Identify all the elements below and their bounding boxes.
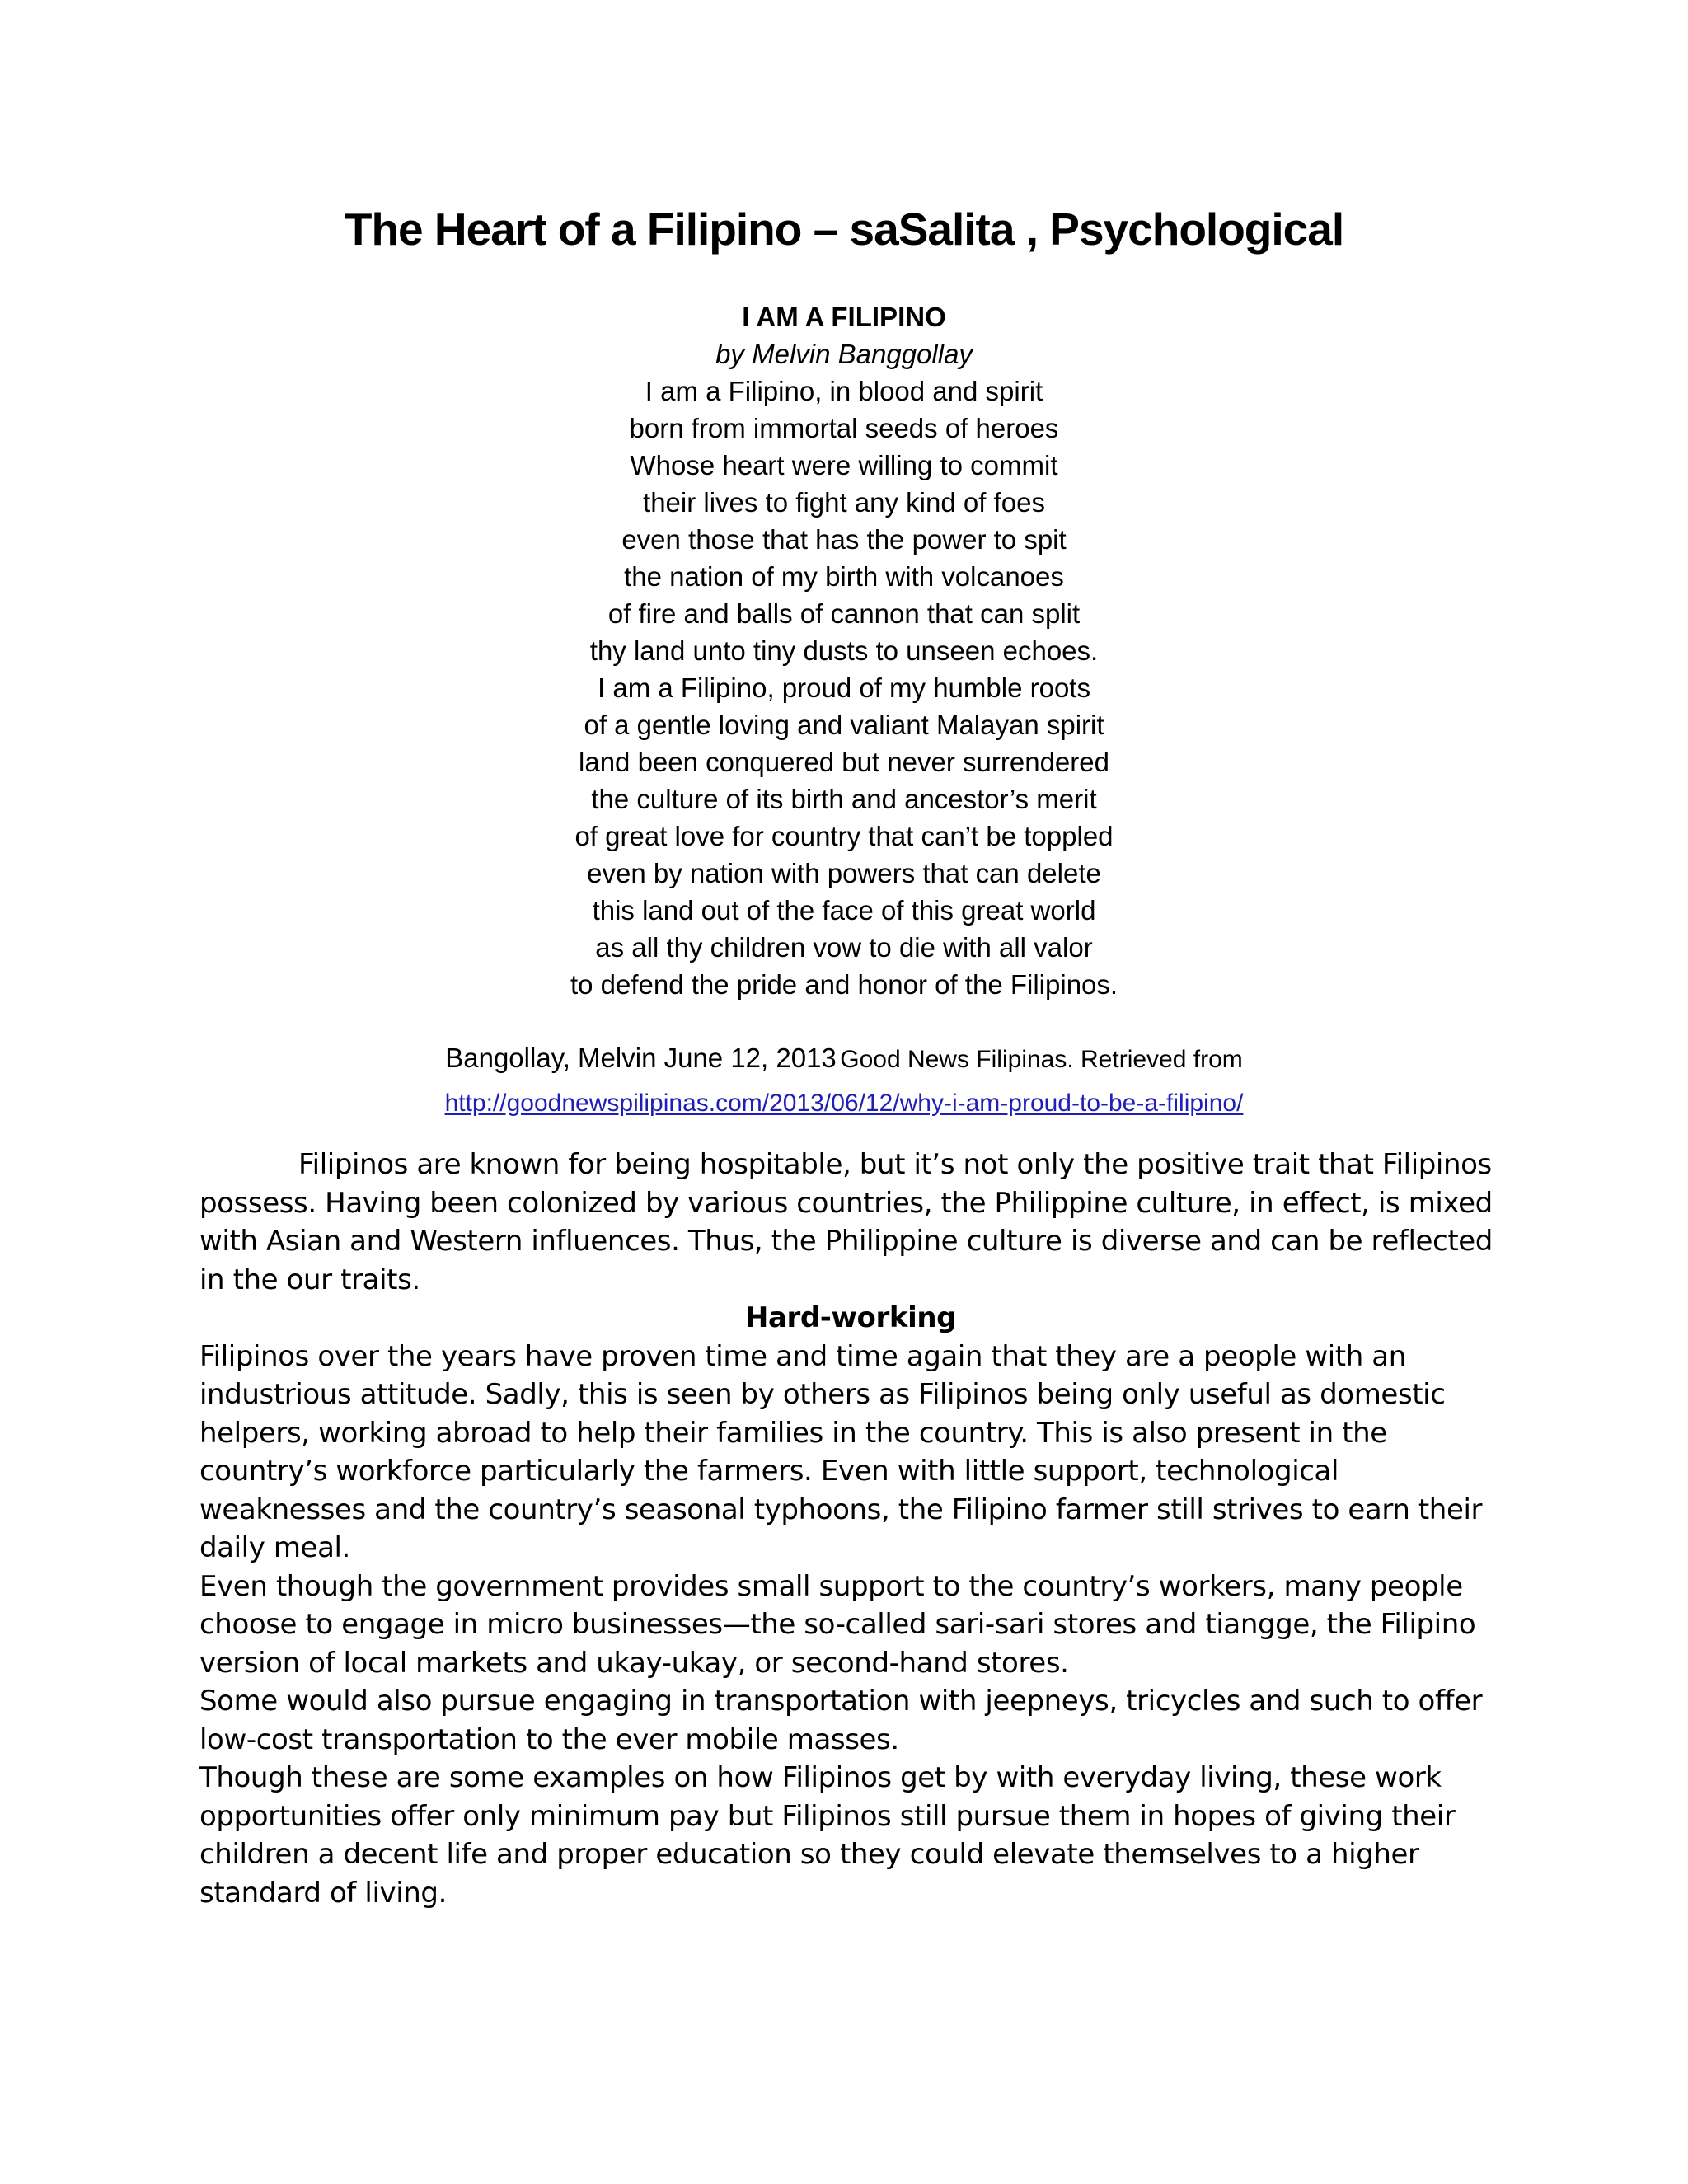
poem-title: I AM A FILIPINO <box>742 302 946 332</box>
poem-line: to defend the pride and honor of the Filipinos. <box>570 969 1118 1000</box>
body-text <box>199 1146 1502 1912</box>
poem-line: of a gentle loving and valiant Malayan spirit <box>584 710 1104 740</box>
poem-line: their lives to fight any kind of foes <box>643 487 1045 518</box>
body-paragraph: Some would also pursue engaging in transportation with jeepneys, tricycles and such to offer low-cost transportation to the ever mobile masses. <box>199 1685 1483 1756</box>
poem-line: I am a Filipino, proud of my humble roots <box>598 673 1090 703</box>
citation-author-date: Bangollay, Melvin June 12, 2013 <box>445 1043 837 1073</box>
citation <box>0 1038 1688 1123</box>
poem-line: of fire and balls of cannon that can split <box>607 598 1081 629</box>
intro-paragraph: Filipinos are known for being hospitable, but it’s not only the positive trait that Filipinos possess. Having been colonized by various countries, the Philippine culture, in effect, is mixed with Asian and Western influences. Thus, the Philippine culture is diverse and can be reflected in the our traits. <box>199 1148 1493 1296</box>
poem-author: by Melvin Banggollay <box>715 339 973 369</box>
body-paragraph: Even though the government provides small support to the country’s workers, many people choose to engage in micro businesses—the so-called sari-sari stores and tiangge, the Filipino version of local markets and ukay-ukay, or second-hand stores. <box>199 1569 1476 1680</box>
section-heading: Hard-working <box>744 1301 957 1334</box>
poem-line: even those that has the power to spit <box>621 524 1067 555</box>
poem-line: the culture of its birth and ancestor’s merit <box>591 784 1097 814</box>
citation-source: Good News Filipinas. Retrieved from <box>840 1046 1243 1073</box>
body-paragraph: Filipinos over the years have proven time and time again that they are a people with an industrious attitude. Sadly, this is seen by others as Filipinos being only useful as domestic helpers, working abroad to help their families in the country. This is also present in the country’s workforce particularly the farmers. Even with little support, technological weaknesses and the country’s seasonal typhoons, the Filipino farmer still strives to earn their daily meal. <box>199 1339 1483 1564</box>
poem-block <box>0 298 1688 1003</box>
poem-line: Whose heart were willing to commit <box>630 450 1058 480</box>
poem-line: thy land unto tiny dusts to unseen echoes. <box>589 635 1099 666</box>
poem-line: of great love for country that can’t be toppled <box>574 821 1114 851</box>
poem-line: land been conquered but never surrendered <box>579 747 1109 777</box>
poem-line: even by nation with powers that can delete <box>587 858 1101 888</box>
document-title: The Heart of a Filipino – saSalita , Psychological <box>344 204 1344 255</box>
body-paragraph: Though these are some examples on how Filipinos get by with everyday living, these work opportunities offer only minimum pay but Filipinos still pursue them in hopes of giving their children a decent life and proper education so they could elevate themselves to a higher standard of living. <box>199 1761 1456 1910</box>
poem-line: the nation of my birth with volcanoes <box>624 561 1064 592</box>
citation-text <box>0 1038 1688 1084</box>
citation-link[interactable]: http://goodnewspilipinas.com/2013/06/12/why-i-am-proud-to-be-a-filipino/ <box>444 1090 1244 1117</box>
poem-line: as all thy children vow to die with all valor <box>595 932 1093 963</box>
poem-line: this land out of the face of this great world <box>592 895 1096 926</box>
poem-line: I am a Filipino, in blood and spirit <box>645 376 1043 406</box>
poem-line: born from immortal seeds of heroes <box>629 413 1059 443</box>
